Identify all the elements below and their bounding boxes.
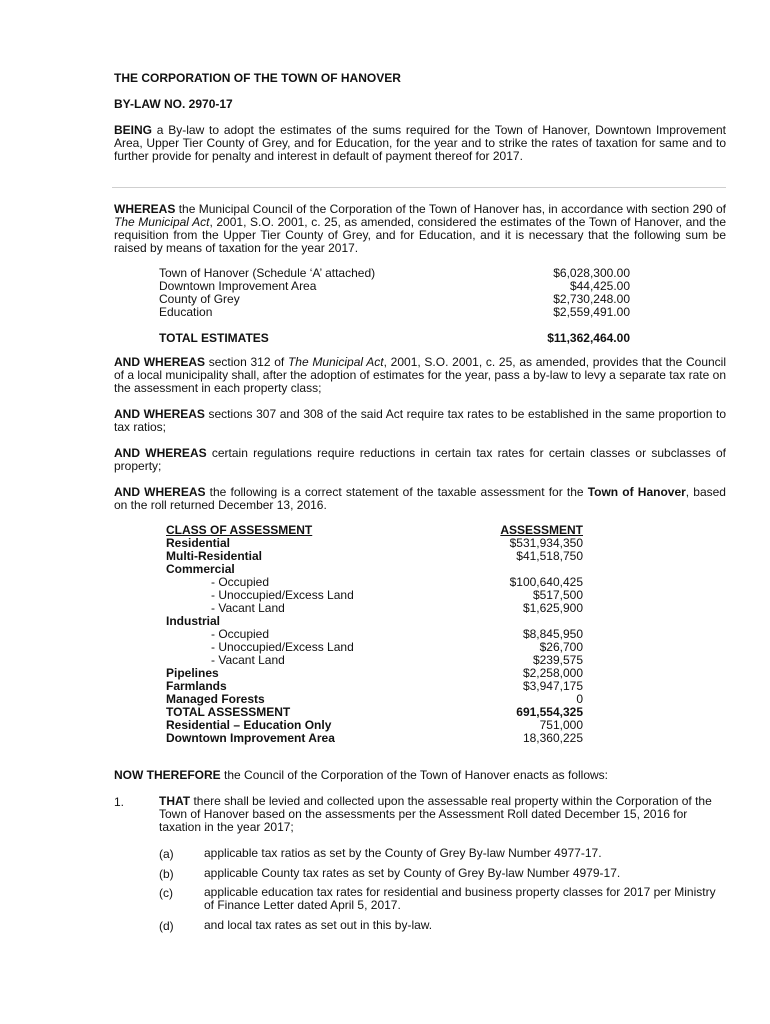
clause-number: 1. bbox=[114, 795, 125, 809]
assessment-row-value: $239,575 bbox=[532, 653, 583, 667]
whereas-paragraph-4 bbox=[114, 447, 726, 473]
assessment-row-value: $26,700 bbox=[539, 640, 583, 654]
whereas5-text-b: , based on the roll returned December 13, 2016. bbox=[114, 485, 726, 512]
sub-clause-letter: (c) bbox=[159, 886, 173, 900]
assessment-row-value: $3,947,175 bbox=[522, 679, 583, 693]
sub-clause-letter: (a) bbox=[159, 847, 174, 861]
whereas5-text-a: the following is a correct statement of the taxable assessment for the bbox=[205, 485, 588, 499]
section-divider bbox=[112, 187, 726, 188]
assessment-row-label: Commercial bbox=[166, 562, 235, 576]
assessment-row-value: 751,000 bbox=[539, 718, 583, 732]
assessment-row-label: Downtown Improvement Area bbox=[166, 731, 335, 745]
whereas-paragraph-1 bbox=[114, 203, 726, 255]
assessment-row-label: - Vacant Land bbox=[211, 653, 285, 667]
whereas1-text-a: the Municipal Council of the Corporation of the Town of Hanover has, in accordance with section 290 of bbox=[175, 202, 726, 216]
assessment-value-header: ASSESSMENT bbox=[500, 523, 583, 537]
total-estimates-amount: $11,362,464.00 bbox=[547, 331, 630, 345]
whereas5-bold: Town of Hanover bbox=[587, 485, 686, 499]
being-paragraph bbox=[114, 124, 726, 163]
clause1-lead: THAT bbox=[159, 794, 191, 808]
assessment-row-label: Pipelines bbox=[166, 666, 219, 680]
assessment-row-label: - Occupied bbox=[211, 575, 270, 589]
whereas4-lead: AND WHEREAS bbox=[114, 446, 207, 460]
assessment-row-label: Farmlands bbox=[166, 679, 227, 693]
whereas1-text-b: , 2001, S.O. 2001, c. 25, as amended, considered the estimates of the Town of Hanover, and the requisition from the Upper Tier County of Grey, and for Education, and it is necessary that the following sum be raised by means of taxation for the year 2017. bbox=[114, 215, 726, 255]
clause-text bbox=[159, 795, 719, 834]
assessment-row-value: 0 bbox=[576, 692, 583, 706]
being-lead: BEING bbox=[114, 123, 153, 137]
assessment-row-label: Residential bbox=[166, 536, 231, 550]
now-therefore-lead: NOW THEREFORE bbox=[114, 768, 221, 782]
clause1-body: there shall be levied and collected upon the assessable real property within the Corporation of the Town of Hanover based on the assessments per the Assessment Roll dated December 15, 2016 for taxation in the year 2017; bbox=[159, 794, 712, 834]
assessment-row-label: - Unoccupied/Excess Land bbox=[211, 588, 354, 602]
assessment-row-label: Multi-Residential bbox=[166, 549, 263, 563]
estimate-label: Downtown Improvement Area bbox=[159, 279, 317, 293]
assessment-row-value: $2,258,000 bbox=[522, 666, 583, 680]
assessment-row-value: $41,518,750 bbox=[516, 549, 583, 563]
whereas4-text: certain regulations require reductions in certain tax rates for certain classes or subclasses of property; bbox=[114, 446, 726, 473]
whereas-paragraph-5 bbox=[114, 486, 726, 512]
assessment-row-value: $1,625,900 bbox=[522, 601, 583, 615]
sub-clause-letter: (b) bbox=[159, 867, 174, 881]
sub-clause-text: applicable tax ratios as set by the County of Grey By-law Number 4977-17. bbox=[204, 846, 602, 860]
whereas2-text-b: , 2001, S.O. 2001, c. 25, as amended, provides that the Council of a local municipality shall, after the adoption of estimates for the year, pass a by-law to levy a separate tax rate on the assessment in each property class; bbox=[114, 355, 726, 395]
whereas2-italic: The Municipal Act bbox=[287, 355, 384, 369]
assessment-class-header: CLASS OF ASSESSMENT bbox=[166, 523, 313, 537]
corporation-heading: THE CORPORATION OF THE TOWN OF HANOVER bbox=[114, 71, 401, 85]
sub-clause-text: applicable County tax rates as set by County of Grey By-law Number 4979-17. bbox=[204, 866, 621, 880]
assessment-row-label: - Unoccupied/Excess Land bbox=[211, 640, 354, 654]
sub-clause-text: and local tax rates as set out in this by-law. bbox=[204, 918, 433, 932]
bylaw-number: BY-LAW NO. 2970-17 bbox=[114, 97, 233, 111]
assessment-row-value: $531,934,350 bbox=[509, 536, 583, 550]
sub-clause-letter: (d) bbox=[159, 919, 174, 933]
whereas3-text: sections 307 and 308 of the said Act require tax rates to be established in the same proportion to tax ratios; bbox=[114, 407, 726, 434]
estimate-amount: $6,028,300.00 bbox=[553, 266, 630, 280]
assessment-row-value: $517,500 bbox=[532, 588, 583, 602]
now-therefore-text: the Council of the Corporation of the Town of Hanover enacts as follows: bbox=[220, 768, 608, 782]
estimate-amount: $2,730,248.00 bbox=[553, 292, 630, 306]
being-text: a By-law to adopt the estimates of the sums required for the Town of Hanover, Downtown Improvement Area, Upper Tier County of Grey, and for Education, for the year and to strike the rates of taxation for same and to further provide for penalty and interest in default of payment thereof for 2017. bbox=[114, 123, 726, 163]
whereas3-lead: AND WHEREAS bbox=[114, 407, 205, 421]
estimate-label: Town of Hanover (Schedule ‘A’ attached) bbox=[159, 266, 376, 280]
assessment-row-label: - Vacant Land bbox=[211, 601, 285, 615]
whereas2-lead: AND WHEREAS bbox=[114, 355, 206, 369]
estimate-label: County of Grey bbox=[159, 292, 240, 306]
assessment-row-value: $8,845,950 bbox=[522, 627, 583, 641]
whereas-paragraph-3 bbox=[114, 408, 726, 434]
assessment-total-value: 691,554,325 bbox=[516, 705, 583, 719]
whereas5-lead: AND WHEREAS bbox=[114, 485, 206, 499]
total-estimates-label: TOTAL ESTIMATES bbox=[159, 331, 269, 345]
assessment-row-label: - Occupied bbox=[211, 627, 270, 641]
estimate-amount: $44,425.00 bbox=[569, 279, 630, 293]
estimate-label: Education bbox=[159, 305, 213, 319]
sub-clause-text: applicable education tax rates for residential and business property classes for 2017 per Ministry of Finance Letter dated April 5, 2017. bbox=[204, 885, 716, 912]
whereas1-lead: WHEREAS bbox=[114, 202, 176, 216]
assessment-row-value: $100,640,425 bbox=[509, 575, 583, 589]
whereas2-text-a: section 312 of bbox=[205, 355, 288, 369]
assessment-row-label: Residential – Education Only bbox=[166, 718, 332, 732]
now-therefore-paragraph bbox=[114, 769, 726, 782]
assessment-total-label: TOTAL ASSESSMENT bbox=[166, 705, 291, 719]
whereas1-italic: The Municipal Act bbox=[114, 215, 210, 229]
assessment-row-label: Industrial bbox=[166, 614, 221, 628]
assessment-row-value: 18,360,225 bbox=[522, 731, 583, 745]
whereas-paragraph-2 bbox=[114, 356, 726, 395]
estimate-amount: $2,559,491.00 bbox=[553, 305, 630, 319]
assessment-row-label: Managed Forests bbox=[166, 692, 265, 706]
